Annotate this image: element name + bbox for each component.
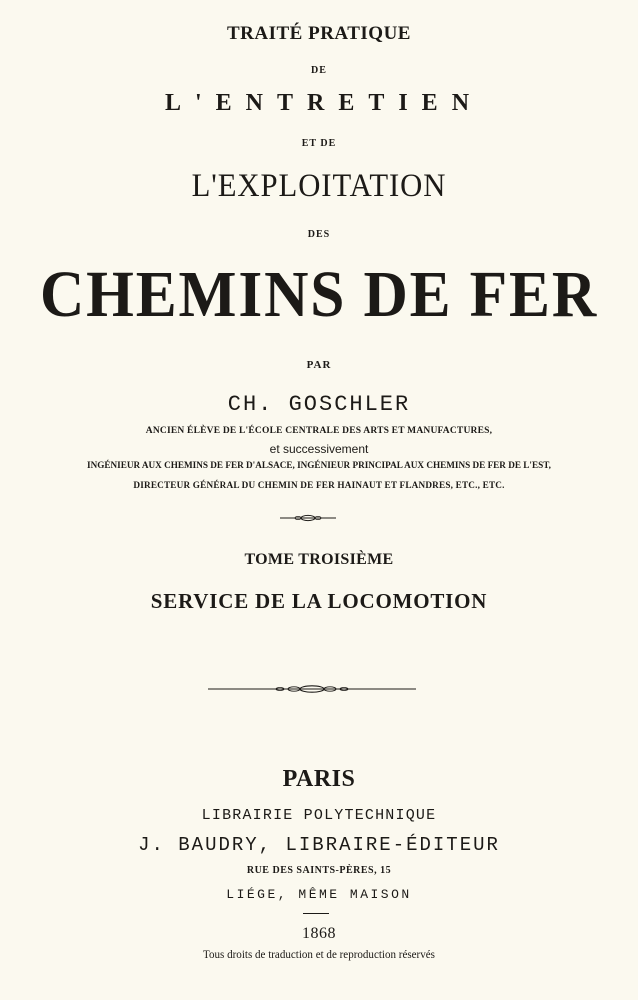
- title-line-5: L'EXPLOITATION: [191, 168, 447, 204]
- ornament-divider-small: [280, 512, 336, 524]
- author-name: CH. GOSCHLER: [227, 392, 411, 417]
- rights-notice: Tous droits de traduction et de reproduction réservés: [203, 949, 435, 961]
- volume-number: TOME TROISIÈME: [244, 551, 394, 568]
- publisher-editor: J. BAUDRY, LIBRAIRE-ÉDITEUR: [138, 834, 500, 856]
- author-credential-1: ANCIEN ÉLÈVE DE L'ÉCOLE CENTRALE DES ARTS ET MANUFACTURES,: [145, 426, 493, 436]
- publication-city: PARIS: [282, 766, 356, 792]
- ornament-divider-large: [208, 682, 416, 696]
- title-line-1: TRAITÉ PRATIQUE: [227, 23, 411, 44]
- publisher-address: RUE DES SAINTS-PÈRES, 15: [246, 865, 392, 876]
- author-credential-3: INGÉNIEUR AUX CHEMINS DE FER D'ALSACE, INGÉNIEUR PRINCIPAL AUX CHEMINS DE FER DE L'EST,: [87, 460, 551, 470]
- year-rule: [303, 913, 329, 914]
- title-line-4: ET DE: [301, 138, 337, 149]
- publication-year: 1868: [302, 925, 336, 942]
- publisher-name: LIBRAIRIE POLYTECHNIQUE: [201, 807, 437, 824]
- author-credential-2: et successivement: [269, 442, 369, 456]
- author-credential-4: DIRECTEUR GÉNÉRAL DU CHEMIN DE FER HAINAUT ET FLANDRES, ETC., ETC.: [133, 480, 505, 490]
- title-line-2: DE: [311, 65, 327, 76]
- by-line: PAR: [306, 359, 332, 371]
- publisher-branch: LIÉGE, MÊME MAISON: [226, 887, 412, 902]
- title-line-7: CHEMINS DE FER: [39, 258, 599, 331]
- title-line-3: L'ENTRETIEN: [164, 90, 484, 116]
- title-line-6: DES: [307, 229, 331, 240]
- volume-subject: SERVICE DE LA LOCOMOTION: [150, 589, 488, 613]
